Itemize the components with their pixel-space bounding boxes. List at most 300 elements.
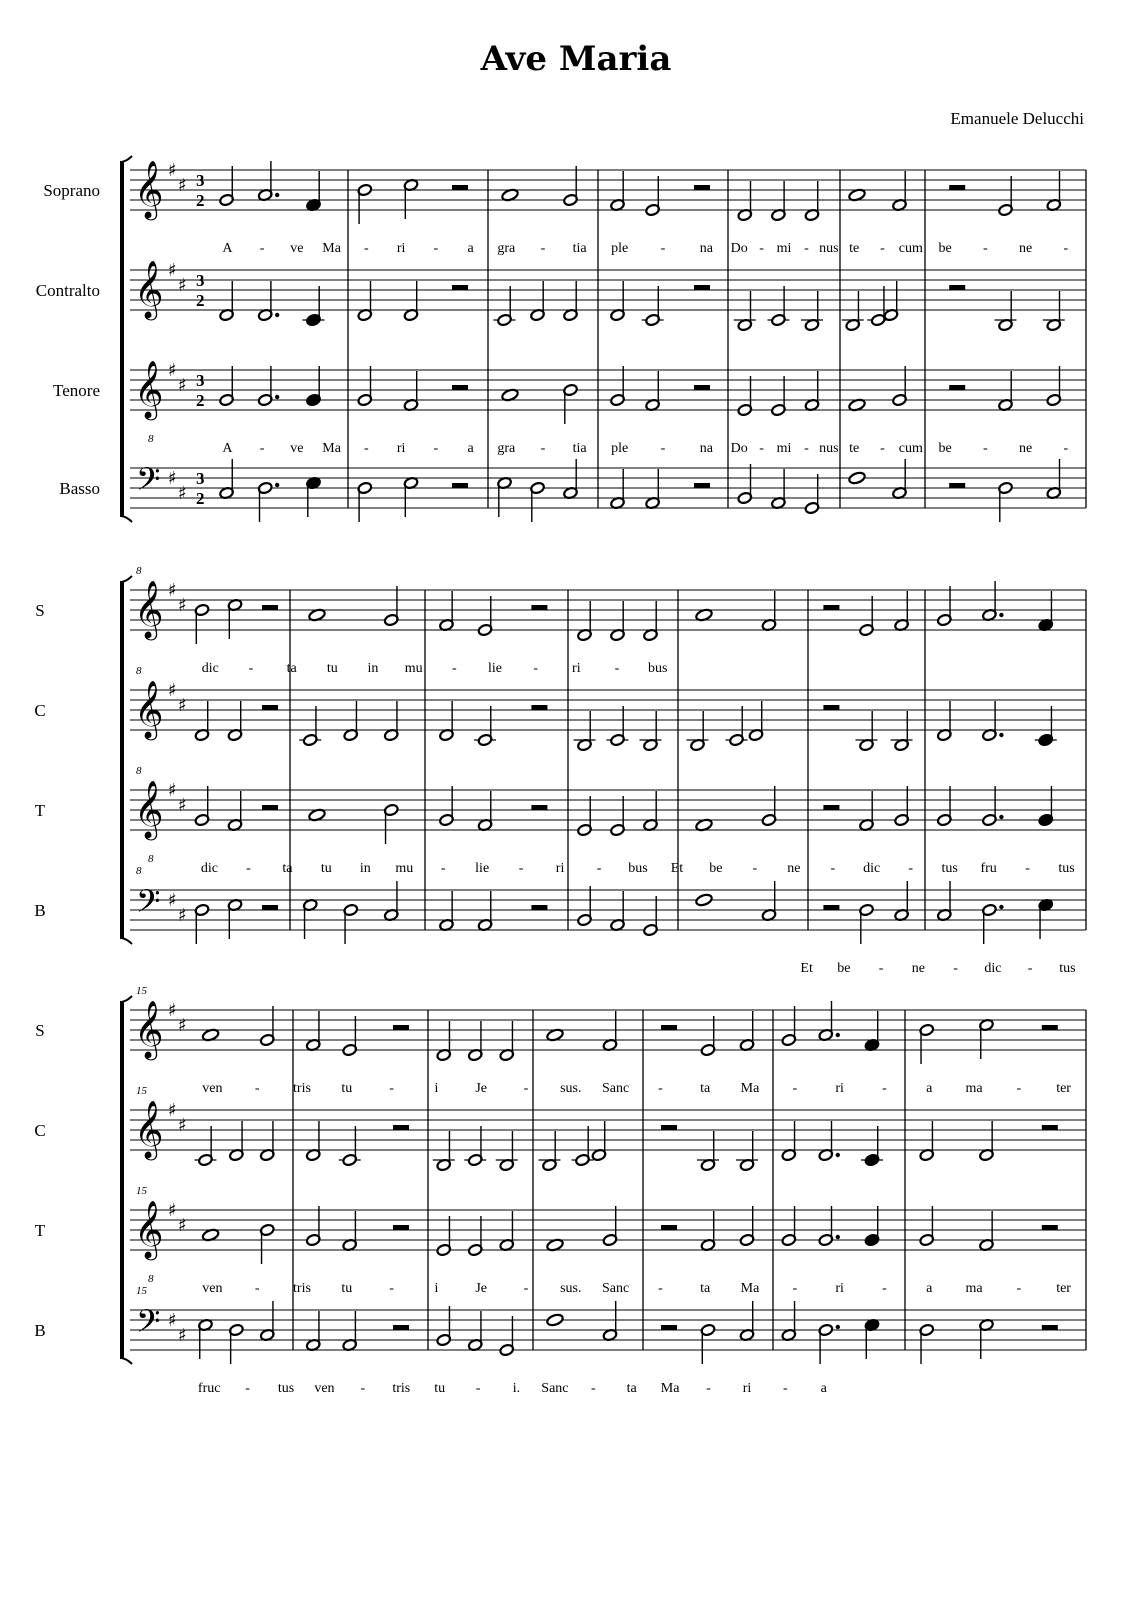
- half-rest: [393, 1325, 409, 1330]
- lyric-syllable: ne: [1019, 241, 1033, 256]
- augmentation-dot: [275, 483, 279, 487]
- sharp-icon: ♯: [178, 595, 187, 616]
- lyric-syllable: ve: [290, 241, 304, 256]
- lyric-hyphen: -: [878, 961, 884, 976]
- augmentation-dot: [999, 815, 1003, 819]
- part-name: S: [35, 1021, 45, 1040]
- lyric-hyphen: -: [360, 1381, 366, 1396]
- half-rest: [262, 805, 278, 810]
- staff-soprano: [35, 565, 1086, 644]
- lyrics-soprano: [202, 1081, 1071, 1096]
- lyric-syllable: ve: [290, 441, 304, 456]
- staff-basso: [34, 865, 1086, 944]
- half-rest: [393, 1025, 409, 1030]
- lyric-hyphen: -: [389, 1281, 394, 1296]
- lyric-syllable: dic: [200, 861, 219, 876]
- half-rest: [694, 385, 710, 390]
- staff-tenore: [35, 765, 1086, 865]
- lyric-syllable: te: [849, 441, 860, 456]
- augmentation-dot: [999, 613, 1003, 617]
- lyric-syllable: ri: [396, 241, 406, 256]
- half-rest: [949, 285, 965, 290]
- lyric-hyphen: -: [254, 1081, 260, 1096]
- lyric-syllable: tus: [1058, 861, 1075, 876]
- staff-basso: [34, 1285, 1086, 1364]
- augmentation-dot: [836, 1153, 840, 1157]
- measure-number: 8: [136, 665, 142, 677]
- staff-soprano: [43, 160, 1086, 224]
- lyric-syllable: ri: [835, 1081, 844, 1096]
- lyric-hyphen: -: [660, 441, 666, 456]
- treble-clef-icon: 𝄞: [134, 260, 164, 318]
- treble-clef-icon: 𝄞: [134, 1000, 164, 1058]
- lyric-hyphen: -: [882, 1081, 887, 1096]
- treble-clef-icon: 𝄞: [134, 160, 164, 218]
- lyric-syllable: ta: [626, 1381, 637, 1396]
- part-name: C: [34, 1121, 46, 1140]
- system-3: [34, 985, 1086, 1396]
- lyric-syllable: ter: [1056, 1081, 1071, 1096]
- lyric-syllable: tus: [941, 861, 958, 876]
- lyric-syllable: tus: [277, 1381, 295, 1396]
- lyrics-tenore: [201, 861, 1075, 876]
- lyric-hyphen: -: [759, 241, 764, 256]
- lyric-syllable: Ma: [322, 441, 341, 456]
- lyric-hyphen: -: [880, 441, 885, 456]
- lyric-syllable: fru: [980, 861, 997, 876]
- time-signature-denominator: 2: [196, 489, 205, 508]
- lyric-hyphen: -: [1025, 861, 1030, 876]
- bass-clef-icon: 𝄢: [136, 883, 161, 927]
- sharp-icon: ♯: [168, 1000, 177, 1021]
- lyric-syllable: tu: [434, 1381, 446, 1396]
- sharp-icon: ♯: [168, 890, 177, 911]
- lyric-syllable: Je: [475, 1081, 488, 1096]
- half-rest: [531, 805, 547, 810]
- lyric-syllable: ven: [202, 1081, 223, 1096]
- part-name: Basso: [59, 479, 100, 498]
- lyric-hyphen: -: [248, 661, 254, 676]
- bass-clef-icon: 𝄢: [136, 1303, 161, 1347]
- half-rest: [262, 605, 278, 610]
- sharp-icon: ♯: [178, 905, 187, 926]
- time-signature-denominator: 2: [196, 391, 205, 410]
- lyric-syllable: tris: [293, 1081, 311, 1096]
- lyric-syllable: cum: [898, 241, 923, 256]
- lyric-syllable: ri: [572, 661, 581, 676]
- lyric-syllable: nus: [819, 241, 839, 256]
- sharp-icon: ♯: [178, 1215, 187, 1236]
- lyric-syllable: i: [434, 1081, 439, 1096]
- lyric-hyphen: -: [523, 1281, 529, 1296]
- lyric-syllable: in: [359, 861, 371, 876]
- lyric-syllable: Do: [730, 441, 748, 456]
- lyric-syllable: gra: [497, 241, 516, 256]
- staff-tenore: [35, 1185, 1086, 1285]
- lyric-syllable: tu: [341, 1081, 353, 1096]
- lyric-syllable: a: [926, 1281, 933, 1296]
- lyric-hyphen: -: [882, 1281, 887, 1296]
- half-rest: [949, 185, 965, 190]
- lyric-syllable: Do: [730, 241, 748, 256]
- system-2: [34, 565, 1086, 976]
- measure-number: 15: [136, 1285, 147, 1297]
- lyric-syllable: ven: [314, 1381, 335, 1396]
- lyric-hyphen: -: [596, 861, 602, 876]
- treble-clef-icon: 𝄞: [134, 680, 164, 738]
- lyric-syllable: i.: [512, 1381, 521, 1396]
- lyric-syllable: Et: [800, 961, 813, 976]
- bracket-bottom: [120, 1358, 132, 1364]
- sharp-icon: ♯: [178, 1115, 187, 1136]
- lyric-syllable: tu: [326, 661, 338, 676]
- lyric-syllable: be: [709, 861, 723, 876]
- lyric-syllable: dic: [984, 961, 1002, 976]
- time-signature-numerator: 3: [196, 469, 205, 488]
- lyric-syllable: mu: [395, 861, 414, 876]
- lyric-syllable: a: [467, 241, 474, 256]
- treble-clef-icon: 𝄞: [134, 360, 164, 418]
- sharp-icon: ♯: [178, 795, 187, 816]
- lyric-hyphen: -: [614, 661, 620, 676]
- lyric-syllable: ri: [396, 441, 406, 456]
- half-rest: [661, 1125, 677, 1130]
- lyric-hyphen: -: [518, 861, 524, 876]
- lyric-syllable: tia: [572, 441, 587, 456]
- system-1: [36, 156, 1086, 522]
- sharp-icon: ♯: [168, 260, 177, 281]
- sharp-icon: ♯: [178, 1015, 187, 1036]
- lyric-hyphen: -: [804, 441, 809, 456]
- lyric-syllable: bus: [647, 661, 668, 676]
- half-rest: [531, 905, 547, 910]
- lyric-syllable: a: [820, 1381, 827, 1396]
- lyrics-basso: [198, 1381, 828, 1396]
- lyric-syllable: ri: [835, 1281, 844, 1296]
- half-rest: [262, 705, 278, 710]
- lyric-hyphen: -: [880, 241, 885, 256]
- lyric-syllable: Ma: [740, 1281, 760, 1296]
- part-name: B: [34, 901, 46, 920]
- staff-soprano: [35, 985, 1086, 1064]
- lyric-hyphen: -: [792, 1081, 798, 1096]
- half-rest: [452, 483, 468, 488]
- treble-clef-icon: 𝄞: [134, 1200, 164, 1258]
- half-rest: [823, 805, 839, 810]
- time-signature-numerator: 3: [196, 271, 205, 290]
- lyric-syllable: tia: [572, 241, 587, 256]
- lyric-syllable: dic: [201, 661, 219, 676]
- staff-contralto: [36, 260, 1086, 332]
- lyric-hyphen: -: [658, 1081, 663, 1096]
- bass-clef-icon: 𝄢: [136, 461, 161, 505]
- lyric-hyphen: -: [254, 1281, 260, 1296]
- half-rest: [949, 483, 965, 488]
- augmentation-dot: [836, 1033, 840, 1037]
- lyric-hyphen: -: [752, 861, 758, 876]
- lyric-syllable: mi: [776, 241, 792, 256]
- score-title: Ave Maria: [480, 39, 672, 79]
- lyric-syllable: ma: [965, 1281, 983, 1296]
- lyric-syllable: mu: [404, 661, 423, 676]
- lyric-syllable: tris: [392, 1381, 411, 1396]
- lyric-hyphen: -: [451, 661, 457, 676]
- lyric-hyphen: -: [660, 241, 666, 256]
- sharp-icon: ♯: [178, 1325, 187, 1346]
- lyric-syllable: ma: [965, 1081, 983, 1096]
- half-rest: [823, 905, 839, 910]
- half-rest: [694, 285, 710, 290]
- lyric-syllable: te: [849, 241, 860, 256]
- lyric-hyphen: -: [245, 1381, 250, 1396]
- measure-number: 15: [136, 1185, 147, 1197]
- half-rest: [823, 705, 839, 710]
- half-rest: [262, 905, 278, 910]
- lyrics-basso: [800, 961, 1075, 976]
- lyric-syllable: ta: [700, 1281, 711, 1296]
- lyric-hyphen: -: [540, 441, 546, 456]
- lyric-syllable: Ma: [322, 241, 341, 256]
- half-rest: [393, 1125, 409, 1130]
- sharp-icon: ♯: [178, 175, 187, 196]
- augmentation-dot: [836, 1235, 840, 1239]
- lyric-hyphen: -: [908, 861, 914, 876]
- lyric-hyphen: -: [259, 441, 265, 456]
- lyrics-soprano: [222, 241, 1068, 256]
- augmentation-dot: [275, 313, 279, 317]
- lyric-syllable: Ma: [660, 1381, 680, 1396]
- bracket-bottom: [120, 516, 132, 522]
- lyric-hyphen: -: [1063, 441, 1069, 456]
- octave-marker: 8: [148, 1273, 154, 1285]
- part-name: C: [34, 701, 46, 720]
- lyric-syllable: fruc: [197, 1381, 221, 1396]
- lyric-hyphen: -: [540, 241, 546, 256]
- lyric-hyphen: -: [246, 861, 251, 876]
- lyric-syllable: sus.: [560, 1281, 582, 1296]
- time-signature-numerator: 3: [196, 171, 205, 190]
- half-rest: [694, 483, 710, 488]
- lyric-syllable: ple: [611, 241, 629, 256]
- lyric-syllable: be: [837, 961, 851, 976]
- half-rest: [452, 285, 468, 290]
- half-rest: [393, 1225, 409, 1230]
- time-signature-denominator: 2: [196, 291, 205, 310]
- lyric-syllable: i: [434, 1281, 439, 1296]
- whole-note: [695, 893, 713, 907]
- measure-number: 15: [136, 985, 147, 997]
- sharp-icon: ♯: [178, 695, 187, 716]
- lyric-syllable: sus.: [560, 1081, 582, 1096]
- bracket-top: [120, 996, 132, 1002]
- lyric-hyphen: -: [389, 1081, 394, 1096]
- lyric-hyphen: -: [259, 241, 265, 256]
- lyric-syllable: ta: [700, 1081, 711, 1096]
- measure-number: 8: [136, 765, 142, 777]
- lyric-syllable: ri: [555, 861, 565, 876]
- notation: [34, 156, 1086, 1396]
- half-rest: [531, 605, 547, 610]
- sharp-icon: ♯: [168, 360, 177, 381]
- measure-number: 8: [136, 565, 142, 577]
- lyric-syllable: mi: [776, 441, 792, 456]
- lyric-hyphen: -: [364, 241, 369, 256]
- lyric-syllable: Et: [670, 861, 684, 876]
- lyric-syllable: A: [222, 241, 233, 256]
- octave-marker: 8: [148, 433, 154, 445]
- lyric-syllable: Ma: [740, 1081, 760, 1096]
- lyric-syllable: ta: [286, 661, 297, 676]
- time-signature-denominator: 2: [196, 191, 205, 210]
- lyric-syllable: ta: [282, 861, 293, 876]
- lyric-syllable: ven: [202, 1281, 223, 1296]
- half-rest: [694, 185, 710, 190]
- half-rest: [1042, 1225, 1058, 1230]
- sharp-icon: ♯: [168, 160, 177, 181]
- lyric-syllable: tu: [320, 861, 332, 876]
- lyric-hyphen: -: [830, 861, 836, 876]
- sharp-icon: ♯: [178, 275, 187, 296]
- lyric-syllable: Je: [475, 1281, 488, 1296]
- lyric-hyphen: -: [706, 1381, 711, 1396]
- staff-contralto: [34, 1085, 1086, 1172]
- lyric-hyphen: -: [804, 241, 809, 256]
- lyric-syllable: bus: [628, 861, 648, 876]
- augmentation-dot: [275, 193, 279, 197]
- lyric-syllable: ne: [1019, 441, 1033, 456]
- lyric-syllable: cum: [898, 441, 923, 456]
- lyric-syllable: ne: [911, 961, 925, 976]
- lyric-hyphen: -: [983, 241, 988, 256]
- staff-contralto: [34, 665, 1086, 752]
- lyric-hyphen: -: [783, 1381, 788, 1396]
- part-name: Contralto: [35, 281, 100, 300]
- treble-clef-icon: 𝄞: [134, 1100, 164, 1158]
- half-rest: [661, 1025, 677, 1030]
- lyric-syllable: na: [699, 241, 713, 256]
- lyric-syllable: tris: [293, 1281, 311, 1296]
- time-signature-numerator: 3: [196, 371, 205, 390]
- sharp-icon: ♯: [168, 580, 177, 601]
- bracket-top: [120, 576, 132, 582]
- lyric-hyphen: -: [792, 1281, 798, 1296]
- lyric-syllable: tu: [341, 1281, 353, 1296]
- lyric-hyphen: -: [1027, 961, 1033, 976]
- lyric-hyphen: -: [1016, 1281, 1022, 1296]
- lyric-syllable: ter: [1056, 1281, 1071, 1296]
- composer-name: Emanuele Delucchi: [950, 109, 1084, 128]
- sharp-icon: ♯: [168, 680, 177, 701]
- half-rest: [661, 1225, 677, 1230]
- part-name: B: [34, 1321, 46, 1340]
- lyric-hyphen: -: [440, 861, 446, 876]
- lyric-syllable: ne: [787, 861, 801, 876]
- lyrics-tenore: [222, 441, 1068, 456]
- lyric-hyphen: -: [433, 441, 439, 456]
- treble-clef-icon: 𝄞: [134, 780, 164, 838]
- whole-note: [848, 471, 866, 485]
- lyric-hyphen: -: [364, 441, 369, 456]
- lyric-syllable: tus: [1059, 961, 1076, 976]
- half-rest: [531, 705, 547, 710]
- lyric-syllable: a: [467, 441, 474, 456]
- augmentation-dot: [275, 395, 279, 399]
- lyric-syllable: Sanc: [601, 1081, 630, 1096]
- sharp-icon: ♯: [178, 375, 187, 396]
- whole-note: [546, 1313, 564, 1327]
- lyric-syllable: be: [938, 441, 952, 456]
- lyric-hyphen: -: [1063, 241, 1069, 256]
- lyric-hyphen: -: [658, 1281, 663, 1296]
- half-rest: [661, 1325, 677, 1330]
- half-rest: [452, 385, 468, 390]
- lyric-syllable: A: [222, 441, 233, 456]
- augmentation-dot: [999, 733, 1003, 737]
- lyric-syllable: Sanc: [541, 1381, 569, 1396]
- part-name: S: [35, 601, 45, 620]
- part-name: T: [34, 1221, 46, 1240]
- sharp-icon: ♯: [168, 1100, 177, 1121]
- lyric-hyphen: -: [953, 961, 958, 976]
- part-name: Soprano: [43, 181, 100, 200]
- half-rest: [1042, 1125, 1058, 1130]
- half-rest: [452, 185, 468, 190]
- lyric-syllable: a: [926, 1081, 933, 1096]
- sharp-icon: ♯: [168, 1310, 177, 1331]
- lyrics-tenore: [202, 1281, 1071, 1296]
- lyric-hyphen: -: [983, 441, 988, 456]
- lyric-syllable: Sanc: [601, 1281, 630, 1296]
- lyric-syllable: nus: [819, 441, 839, 456]
- sharp-icon: ♯: [168, 468, 177, 489]
- lyrics-soprano: [202, 661, 668, 676]
- measure-number: 15: [136, 1085, 147, 1097]
- part-name: T: [34, 801, 46, 820]
- half-rest: [1042, 1325, 1058, 1330]
- lyric-syllable: dic: [863, 861, 881, 876]
- augmentation-dot: [836, 1325, 840, 1329]
- lyric-hyphen: -: [523, 1081, 529, 1096]
- lyric-hyphen: -: [433, 241, 439, 256]
- lyric-syllable: ri: [742, 1381, 752, 1396]
- lyric-hyphen: -: [759, 441, 764, 456]
- lyric-syllable: in: [367, 661, 379, 676]
- half-rest: [949, 385, 965, 390]
- lyric-hyphen: -: [533, 661, 539, 676]
- lyric-syllable: lie: [475, 861, 490, 876]
- lyric-hyphen: -: [590, 1381, 596, 1396]
- measure-number: 8: [136, 865, 142, 877]
- sharp-icon: ♯: [168, 780, 177, 801]
- half-rest: [823, 605, 839, 610]
- lyric-syllable: gra: [497, 441, 516, 456]
- part-name: Tenore: [53, 381, 100, 400]
- lyric-hyphen: -: [1016, 1081, 1022, 1096]
- augmentation-dot: [999, 905, 1003, 909]
- sharp-icon: ♯: [168, 1200, 177, 1221]
- lyric-syllable: ple: [611, 441, 629, 456]
- lyric-hyphen: -: [475, 1381, 481, 1396]
- octave-marker: 8: [148, 853, 154, 865]
- staff-tenore: [53, 360, 1086, 445]
- staff-basso: [59, 459, 1086, 522]
- sharp-icon: ♯: [178, 483, 187, 504]
- treble-clef-icon: 𝄞: [134, 580, 164, 638]
- bracket-bottom: [120, 938, 132, 944]
- lyric-syllable: na: [699, 441, 713, 456]
- half-rest: [1042, 1025, 1058, 1030]
- bracket-top: [120, 156, 132, 162]
